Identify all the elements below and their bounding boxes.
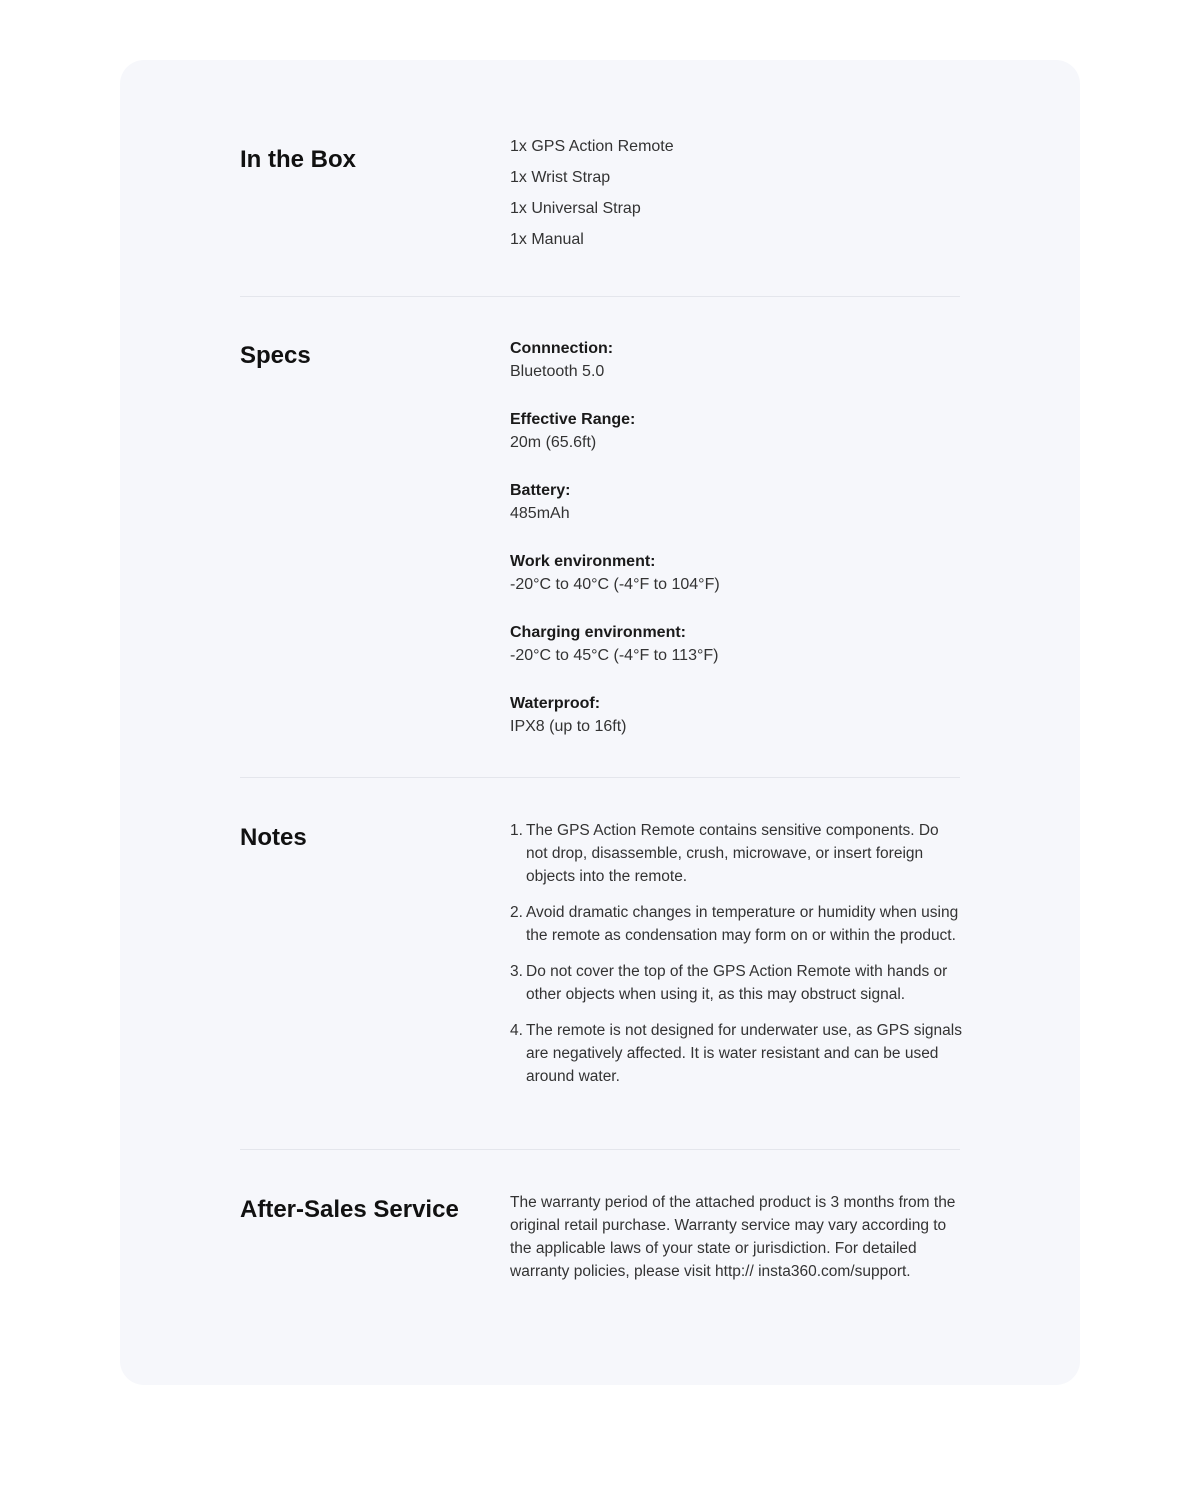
spec-value: -20°C to 45°C (-4°F to 113°F) [510, 647, 719, 664]
box-item: 1x Wrist Strap [510, 169, 611, 186]
note-text: The remote is not designed for underwater use, as GPS signals are negatively affected. It is water resistant and can be used around water. [526, 1022, 962, 1085]
spec-label: Effective Range: [510, 411, 636, 428]
note-number: 4. [510, 1022, 523, 1039]
note-item [510, 960, 962, 1006]
section-divider [240, 777, 960, 778]
note-item [510, 901, 962, 947]
notes-content [510, 819, 962, 1101]
spec-value: -20°C to 40°C (-4°F to 104°F) [510, 576, 720, 593]
note-item [510, 1019, 962, 1088]
box-item: 1x GPS Action Remote [510, 138, 674, 155]
spec-label: Work environment: [510, 553, 656, 570]
spec-value: 485mAh [510, 505, 570, 522]
in-the-box-list [510, 135, 962, 259]
after-sales-title: After-Sales Service [240, 1196, 459, 1223]
in-the-box-content [510, 135, 962, 259]
notes-title: Notes [240, 824, 307, 851]
in-the-box-title: In the Box [240, 146, 357, 173]
spec-label: Battery: [510, 482, 571, 499]
box-item: 1x Universal Strap [510, 200, 641, 217]
spec-label: Connnection: [510, 340, 614, 357]
spec-value: IPX8 (up to 16ft) [510, 718, 627, 735]
note-item [510, 819, 962, 888]
note-text: Avoid dramatic changes in temperature or humidity when using the remote as condensation may form on or within the product. [526, 904, 959, 944]
notes-list [510, 819, 962, 1088]
spec-item-charging-environment [510, 621, 962, 667]
box-item: 1x Manual [510, 231, 584, 248]
specs-title: Specs [240, 342, 311, 369]
note-number: 2. [510, 904, 523, 921]
spec-label: Charging environment: [510, 624, 687, 641]
spec-item-waterproof [510, 692, 962, 738]
section-divider [240, 1149, 960, 1150]
note-text: Do not cover the top of the GPS Action Remote with hands or other objects when using it, as this may obstruct signal. [526, 963, 948, 1003]
spec-item-work-environment [510, 550, 962, 596]
note-number: 1. [510, 822, 523, 839]
product-info-card [120, 60, 1080, 1385]
warranty-text: The warranty period of the attached product is 3 months from the original retail purchase. Warranty service may vary according to the applicable laws of your state or jurisdiction. For detailed warranty policies, please visit http:// insta360.com/support. [510, 1194, 956, 1280]
after-sales-content [510, 1191, 962, 1283]
note-number: 3. [510, 963, 523, 980]
note-text: The GPS Action Remote contains sensitive components. Do not drop, disassemble, crush, microwave, or insert foreign objects into the remote. [526, 822, 939, 885]
spec-label: Waterproof: [510, 695, 601, 712]
spec-value: Bluetooth 5.0 [510, 363, 605, 380]
spec-item-battery [510, 479, 962, 525]
spec-value: 20m (65.6ft) [510, 434, 597, 451]
spec-item-connection [510, 337, 962, 383]
specs-content [510, 337, 962, 763]
section-divider [240, 296, 960, 297]
spec-item-effective-range [510, 408, 962, 454]
